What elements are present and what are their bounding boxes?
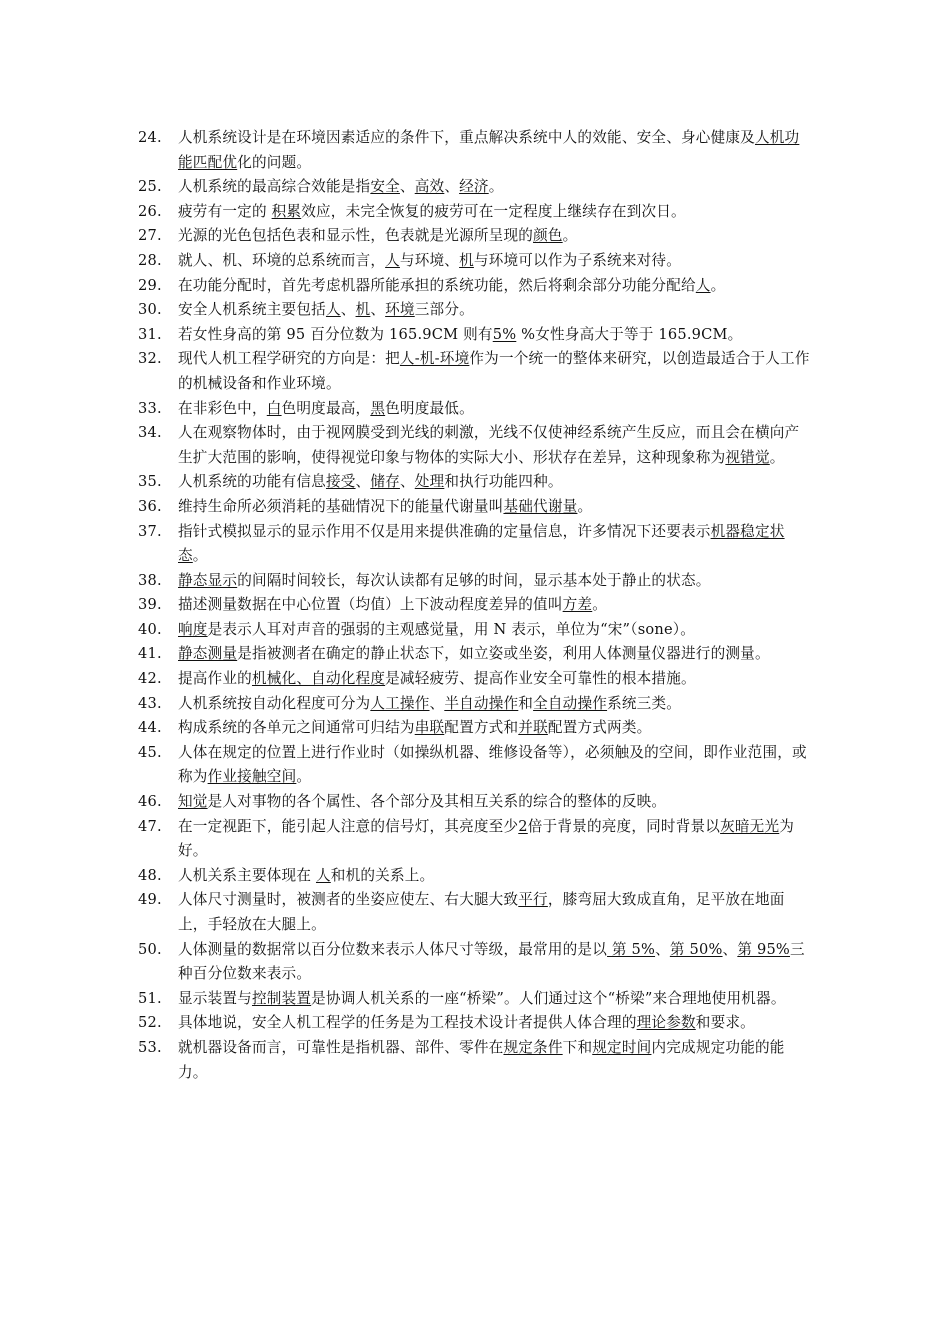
question-list bbox=[138, 126, 810, 1085]
question-item bbox=[138, 593, 810, 618]
question-number: 25. bbox=[138, 178, 162, 196]
question-text bbox=[178, 350, 810, 392]
answer-blank: 并联 bbox=[518, 719, 548, 737]
question-text-segment: 、 bbox=[370, 301, 386, 319]
answer-blank: 环境 bbox=[385, 301, 415, 319]
question-text-segment: 、 bbox=[399, 178, 415, 196]
answer-blank: 储存 bbox=[370, 473, 400, 491]
question-item bbox=[138, 397, 810, 422]
question-number: 34. bbox=[138, 424, 162, 442]
question-item bbox=[138, 470, 810, 495]
question-text-segment: 在非彩色中， bbox=[178, 399, 267, 417]
question-text-segment: 人体尺寸测量时，被测者的坐姿应使左、右大腿大致 bbox=[178, 891, 519, 909]
answer-blank: 第 5% bbox=[607, 940, 656, 958]
question-text-segment: 效应，未完全恢复的疲劳可在一定程度上继续存在到次日。 bbox=[301, 202, 686, 220]
question-number: 40. bbox=[138, 620, 162, 638]
answer-blank: 规定时间 bbox=[592, 1038, 652, 1056]
question-text bbox=[178, 990, 786, 1007]
question-item bbox=[138, 1011, 810, 1036]
answer-blank: 颜色 bbox=[533, 227, 563, 245]
question-text-segment: 和 bbox=[518, 694, 534, 712]
question-number: 43. bbox=[138, 694, 162, 712]
question-number: 30. bbox=[138, 301, 162, 319]
answer-blank: 规定条件 bbox=[503, 1038, 563, 1056]
question-text-segment: 在一定视距下，能引起人注意的信号灯，其亮度至少 bbox=[178, 817, 519, 835]
question-item bbox=[138, 347, 810, 396]
question-text bbox=[178, 621, 695, 638]
question-number: 32. bbox=[138, 350, 162, 368]
question-number: 24. bbox=[138, 129, 162, 146]
answer-blank: 白 bbox=[266, 399, 282, 417]
question-number: 42. bbox=[138, 670, 162, 688]
question-text bbox=[178, 793, 666, 810]
question-text-segment: 与环境可以作为子系统来对待。 bbox=[473, 251, 682, 269]
question-number: 48. bbox=[138, 866, 162, 884]
answer-blank: 机 bbox=[355, 301, 371, 319]
question-text-segment: 色明度最低。 bbox=[385, 399, 474, 417]
question-text-segment: 。 bbox=[577, 497, 593, 515]
question-text-segment: 化的问题。 bbox=[237, 153, 312, 171]
question-text-segment: 色明度最高， bbox=[281, 399, 371, 417]
question-item bbox=[138, 815, 810, 864]
question-text-segment: 在功能分配时，首先考虑机器所能承担的系统功能，然后将剩余部分功能分配给 bbox=[178, 276, 696, 294]
question-item bbox=[138, 249, 810, 274]
answer-blank: 控制装置 bbox=[251, 989, 312, 1007]
question-text-segment: 的间隔时间较长，每次认读都有足够的时间，显示基本处于静止的状态。 bbox=[237, 571, 711, 589]
question-text-segment: 具体地说，安全人机工程学的任务是为工程技术设计者提供人体合理的 bbox=[178, 1014, 637, 1032]
answer-blank: 全自动操作 bbox=[533, 694, 608, 712]
question-text-segment: 维持生命所必须消耗的基础情况下的能量代谢量叫 bbox=[178, 497, 504, 515]
answer-blank: 灰暗无光 bbox=[720, 817, 780, 835]
question-number: 28. bbox=[138, 251, 162, 269]
question-item bbox=[138, 790, 810, 815]
question-item bbox=[138, 323, 810, 348]
answer-blank: 接受 bbox=[325, 473, 356, 491]
question-item bbox=[138, 495, 810, 520]
question-text bbox=[178, 227, 577, 244]
question-text-segment: 人机系统按自动化程度可分为 bbox=[178, 694, 371, 712]
answer-blank: 安全 bbox=[370, 178, 400, 196]
question-text-segment: 和机的关系上。 bbox=[330, 866, 435, 884]
question-text-segment: 是表示人耳对声音的强弱的主观感觉量，用 N 表示，单位为“宋”（sone）。 bbox=[207, 620, 696, 638]
question-item bbox=[138, 200, 810, 225]
question-text-segment: 构成系统的各单元之间通常可归结为 bbox=[178, 719, 415, 737]
question-text-segment: 与环境、 bbox=[399, 251, 460, 269]
answer-blank: 知觉 bbox=[178, 793, 208, 811]
question-item bbox=[138, 667, 810, 692]
question-text-segment: 描述测量数据在中心位置（均值）上下波动程度差异的值叫 bbox=[178, 596, 563, 614]
answer-blank: 第 50% bbox=[669, 940, 723, 958]
question-number: 38. bbox=[138, 571, 162, 589]
question-text-segment: 。 bbox=[192, 547, 208, 565]
question-text-segment: 现代人机工程学研究的方向是：把 bbox=[178, 350, 400, 368]
answer-blank: 基础代谢量 bbox=[503, 497, 578, 515]
question-number: 41. bbox=[138, 645, 162, 663]
question-item bbox=[138, 520, 810, 569]
question-text-segment: 是协调人机关系的一座“桥梁”。人们通过这个“桥梁”来合理地使用机器。 bbox=[311, 989, 786, 1007]
question-item bbox=[138, 175, 810, 200]
question-text bbox=[178, 424, 799, 466]
answer-blank: 静态测量 bbox=[178, 645, 238, 663]
question-text-segment: 倍于背景的亮度，同时背景以 bbox=[527, 817, 721, 835]
question-text-segment: 人机关系主要体现在 bbox=[178, 866, 316, 884]
answer-blank: 机械化、自动化程度 bbox=[251, 670, 386, 688]
answer-blank: 人-机-环境 bbox=[399, 350, 470, 368]
question-item bbox=[138, 864, 810, 889]
question-text-segment: ，膝弯屈大致成直角，足平放在地面上，手轻放在大腿上。 bbox=[178, 891, 785, 933]
question-item bbox=[138, 421, 810, 470]
question-text bbox=[178, 498, 592, 515]
question-number: 29. bbox=[138, 276, 162, 294]
question-text bbox=[178, 523, 785, 565]
question-text bbox=[178, 473, 563, 490]
answer-blank: 静态显示 bbox=[178, 571, 238, 589]
question-text-segment: 就机器设备而言，可靠性是指机器、部件、零件在 bbox=[178, 1038, 504, 1056]
answer-blank: 黑 bbox=[370, 399, 386, 417]
question-item bbox=[138, 126, 810, 175]
question-item bbox=[138, 741, 810, 790]
question-text-segment: 配置方式和 bbox=[444, 719, 519, 737]
answer-blank: 人机功能匹配优 bbox=[178, 129, 800, 171]
answer-blank: 机 bbox=[459, 251, 474, 269]
question-item bbox=[138, 692, 810, 717]
answer-blank: 人工操作 bbox=[370, 694, 430, 712]
question-text bbox=[178, 744, 807, 786]
question-number: 26. bbox=[138, 202, 162, 220]
question-item bbox=[138, 716, 810, 741]
question-text-segment: 。 bbox=[769, 448, 785, 466]
question-text-segment: 安全人机系统主要包括 bbox=[178, 301, 326, 319]
question-item bbox=[138, 569, 810, 594]
answer-blank: 串联 bbox=[414, 719, 445, 737]
question-text-segment: 显示装置与 bbox=[178, 989, 252, 1007]
question-text-segment: 人机系统的最高综合效能是指 bbox=[178, 178, 371, 196]
question-item bbox=[138, 888, 810, 937]
question-text bbox=[178, 572, 711, 589]
question-text-segment: 。 bbox=[592, 596, 608, 614]
question-number: 33. bbox=[138, 399, 162, 417]
question-text-segment: 和执行功能四种。 bbox=[444, 473, 563, 491]
question-text-segment: 、 bbox=[340, 301, 356, 319]
answer-blank: 经济 bbox=[459, 178, 489, 196]
answer-blank: 响度 bbox=[178, 620, 208, 638]
question-number: 39. bbox=[138, 596, 162, 614]
question-text-segment: 系统三类。 bbox=[607, 694, 682, 712]
question-text bbox=[178, 695, 681, 712]
question-text-segment: 光源的光色包括色表和显示性，色表就是光源所呈现的 bbox=[178, 227, 534, 245]
question-text-segment: 配置方式两类。 bbox=[547, 719, 652, 737]
answer-blank: 高效 bbox=[414, 178, 445, 196]
answer-blank: 2 bbox=[518, 817, 528, 835]
question-text bbox=[178, 400, 474, 417]
question-text-segment: 人体在规定的位置上进行作业时（如操纵机器、维修设备等），必须触及的空间，即作业范围，或称为 bbox=[178, 743, 807, 786]
answer-blank: 理论参数 bbox=[636, 1014, 696, 1032]
question-number: 46. bbox=[138, 793, 162, 811]
question-text bbox=[178, 326, 742, 343]
question-text-segment: 三种百分位数来表示。 bbox=[178, 940, 805, 983]
question-number: 44. bbox=[138, 719, 162, 737]
answer-blank: 方差 bbox=[562, 596, 593, 614]
question-number: 35. bbox=[138, 473, 162, 491]
question-item bbox=[138, 224, 810, 249]
question-number: 51. bbox=[138, 989, 162, 1007]
question-item bbox=[138, 642, 810, 667]
question-text-segment: 、 bbox=[444, 178, 460, 196]
question-text bbox=[178, 818, 794, 860]
question-text bbox=[178, 178, 504, 195]
question-number: 52. bbox=[138, 1014, 162, 1032]
question-number: 37. bbox=[138, 522, 162, 540]
question-text-segment: 疲劳有一定的 bbox=[178, 202, 272, 220]
question-number: 36. bbox=[138, 497, 162, 515]
question-text-segment: 下和 bbox=[562, 1038, 593, 1056]
question-item bbox=[138, 274, 810, 299]
question-text-segment: 。 bbox=[488, 178, 504, 196]
question-text bbox=[178, 301, 474, 318]
question-text-segment: 是减轻疲劳、提高作业安全可靠性的根本措施。 bbox=[385, 670, 696, 688]
answer-blank: 视错觉 bbox=[725, 448, 770, 466]
question-text bbox=[178, 277, 725, 294]
answer-blank: 人 bbox=[315, 866, 331, 884]
question-item bbox=[138, 938, 810, 987]
question-text-segment: 。 bbox=[562, 227, 578, 245]
question-text bbox=[178, 1014, 755, 1031]
answer-blank: 第 95% bbox=[737, 940, 790, 958]
question-number: 49. bbox=[138, 891, 162, 909]
question-text-segment: 人在观察物体时，由于视网膜受到光线的刺激，光线不仅使神经系统产生反应，而且会在横向产生扩大范围的影响，使得视觉印象与物体的实际大小、形状存在差异，这种现象称为 bbox=[178, 424, 800, 466]
question-text bbox=[178, 867, 434, 884]
question-text bbox=[178, 719, 651, 736]
question-number: 31. bbox=[138, 325, 162, 343]
question-text-segment: 若女性身高的第 95 百分位数为 165.9CM 则有 bbox=[178, 325, 493, 343]
question-item bbox=[138, 1036, 810, 1085]
answer-blank: 平行 bbox=[518, 891, 548, 909]
question-number: 27. bbox=[138, 227, 162, 245]
question-text-segment: 、 bbox=[655, 940, 670, 958]
question-number: 53. bbox=[138, 1038, 162, 1056]
question-text bbox=[178, 129, 799, 171]
question-text-segment: 。 bbox=[296, 768, 312, 786]
question-number: 45. bbox=[138, 743, 162, 761]
answer-blank: 人 bbox=[695, 276, 711, 294]
question-text bbox=[178, 891, 785, 933]
question-text-segment: 。 bbox=[710, 276, 726, 294]
answer-blank: 半自动操作 bbox=[444, 694, 519, 712]
question-text-segment: 三部分。 bbox=[414, 301, 474, 319]
question-text-segment: 就人、机、环境的总系统而言， bbox=[178, 251, 386, 269]
question-text bbox=[178, 645, 770, 662]
question-text-segment: %女性身高大于等于 165.9CM。 bbox=[516, 325, 743, 343]
question-item bbox=[138, 987, 810, 1012]
question-text-segment: 是指被测者在确定的静止状态下，如立姿或坐姿，利用人体测量仪器进行的测量。 bbox=[237, 645, 770, 663]
question-number: 50. bbox=[138, 940, 162, 958]
question-text-segment: 、 bbox=[429, 694, 445, 712]
question-text-segment: 是人对事物的各个属性、各个部分及其相互关系的综合的整体的反映。 bbox=[207, 793, 667, 811]
question-text bbox=[178, 596, 607, 613]
answer-blank: 积累 bbox=[271, 202, 302, 220]
question-item bbox=[138, 298, 810, 323]
question-number: 47. bbox=[138, 817, 162, 835]
question-text-segment: 人机系统的功能有信息 bbox=[178, 473, 326, 491]
answer-blank: 人 bbox=[385, 251, 400, 269]
question-text-segment: 指针式模拟显示的显示作用不仅是用来提供准确的定量信息，许多情况下还要表示 bbox=[178, 522, 711, 540]
question-text-segment: 人机系统设计是在环境因素适应的条件下，重点解决系统中人的效能、安全、身心健康及 bbox=[178, 129, 755, 146]
answer-blank: 作业接触空间 bbox=[207, 768, 297, 786]
question-text bbox=[178, 941, 805, 983]
question-text-segment: 和要求。 bbox=[695, 1014, 755, 1032]
question-item bbox=[138, 618, 810, 643]
answer-blank: 机器稳定状态 bbox=[178, 522, 785, 565]
question-text bbox=[178, 252, 681, 269]
question-text-segment: 、 bbox=[399, 473, 415, 491]
answer-blank: 5% bbox=[492, 325, 517, 343]
question-text-segment: 、 bbox=[722, 940, 738, 958]
question-text-segment: 作为一个统一的整体来研究，以创造最适合于人工作的机械设备和作业环境。 bbox=[178, 350, 810, 392]
question-text-segment: 内完成规定功能的能力。 bbox=[178, 1038, 785, 1081]
question-text-segment: 为好。 bbox=[178, 817, 795, 860]
answer-blank: 处理 bbox=[414, 473, 445, 491]
question-text bbox=[178, 203, 686, 220]
question-text-segment: 人体测量的数据常以百分位数来表示人体尺寸等级，最常用的是以 bbox=[178, 940, 608, 958]
question-text bbox=[178, 1039, 785, 1081]
answer-blank: 人 bbox=[325, 301, 341, 319]
question-text bbox=[178, 670, 696, 687]
question-text-segment: 提高作业的 bbox=[178, 670, 252, 688]
question-text-segment: 、 bbox=[355, 473, 371, 491]
